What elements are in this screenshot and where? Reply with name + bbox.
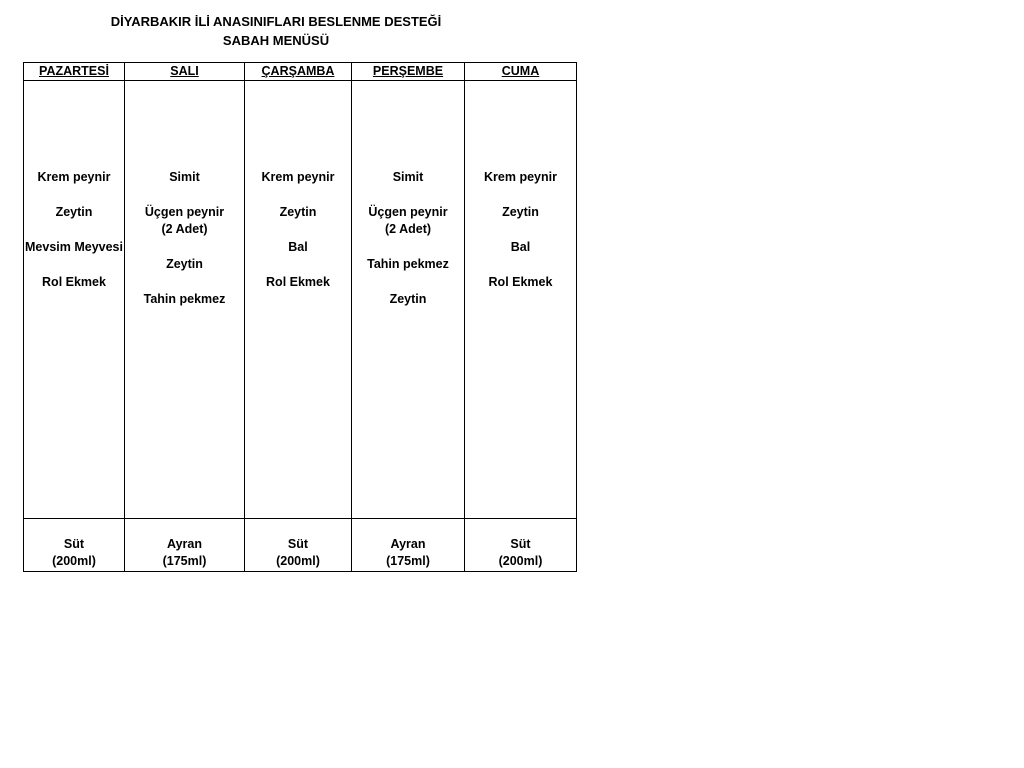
drink-cell-persembe xyxy=(352,519,465,572)
food-item: Zeytin xyxy=(166,257,203,271)
header-persembe xyxy=(352,63,465,81)
food-list xyxy=(125,169,244,326)
drink-cell-pazartesi xyxy=(24,519,125,572)
header-row xyxy=(24,63,577,81)
food-item: Rol Ekmek xyxy=(266,275,330,289)
food-item: Krem peynir xyxy=(261,170,335,184)
food-list xyxy=(465,169,576,309)
drink-amount: (175ml) xyxy=(162,554,207,568)
drink-amount: (200ml) xyxy=(52,554,96,568)
food-cell-cuma xyxy=(465,81,577,519)
food-item: Krem peynir xyxy=(484,170,557,184)
drink-amount: (200ml) xyxy=(276,554,320,568)
drink xyxy=(245,536,351,570)
menu-table xyxy=(23,62,577,572)
food-item: Bal xyxy=(288,240,308,254)
drink-name: Süt xyxy=(287,537,309,551)
drink-row xyxy=(24,519,577,572)
food-item: Zeytin xyxy=(502,205,539,219)
food-item: Zeytin xyxy=(55,205,93,219)
food-item: Zeytin xyxy=(389,292,427,306)
drink-cell-cuma xyxy=(465,519,577,572)
header-label: SALI xyxy=(170,64,199,78)
drink xyxy=(352,536,464,570)
drink-amount: (175ml) xyxy=(386,554,430,568)
food-row xyxy=(24,81,577,519)
food-list xyxy=(24,169,124,309)
drink xyxy=(24,536,124,570)
header-carsamba xyxy=(245,63,352,81)
food-item: Tahin pekmez xyxy=(367,257,449,271)
food-cell-sali xyxy=(125,81,245,519)
food-item: Rol Ekmek xyxy=(488,275,553,289)
title-line-2: SABAH MENÜSÜ xyxy=(222,33,330,48)
food-list xyxy=(245,169,351,309)
drink-amount: (200ml) xyxy=(498,554,543,568)
food-item: Rol Ekmek xyxy=(42,275,106,289)
food-item: Mevsim Meyvesi xyxy=(25,240,123,254)
title-line-1: DİYARBAKIR İLİ ANASINIFLARI BESLENME DESTEĞİ xyxy=(110,14,442,29)
header-label: ÇARŞAMBA xyxy=(261,64,335,78)
food-item: Bal xyxy=(510,240,531,254)
drink-cell-sali xyxy=(125,519,245,572)
drink xyxy=(125,536,244,570)
food-item: Zeytin xyxy=(279,205,317,219)
food-cell-pazartesi xyxy=(24,81,125,519)
food-item: Simit xyxy=(169,170,200,184)
food-cell-persembe xyxy=(352,81,465,519)
header-label: PAZARTESİ xyxy=(39,64,109,78)
food-item: Üçgen peynir (2 Adet) xyxy=(368,205,448,236)
food-item: Simit xyxy=(392,170,424,184)
header-label: PERŞEMBE xyxy=(372,64,444,78)
drink xyxy=(465,536,576,570)
food-item: Tahin pekmez xyxy=(143,292,226,306)
food-list xyxy=(352,169,464,326)
header-sali xyxy=(125,63,245,81)
drink-name: Süt xyxy=(63,537,85,551)
header-label: CUMA xyxy=(501,64,540,78)
drink-name: Ayran xyxy=(167,537,202,551)
header-cuma xyxy=(465,63,577,81)
header-pazartesi xyxy=(24,63,125,81)
food-item: Üçgen peynir (2 Adet) xyxy=(144,205,225,236)
drink-name: Süt xyxy=(510,537,531,551)
drink-name: Ayran xyxy=(390,537,426,551)
food-item: Krem peynir xyxy=(37,170,111,184)
food-cell-carsamba xyxy=(245,81,352,519)
drink-cell-carsamba xyxy=(245,519,352,572)
